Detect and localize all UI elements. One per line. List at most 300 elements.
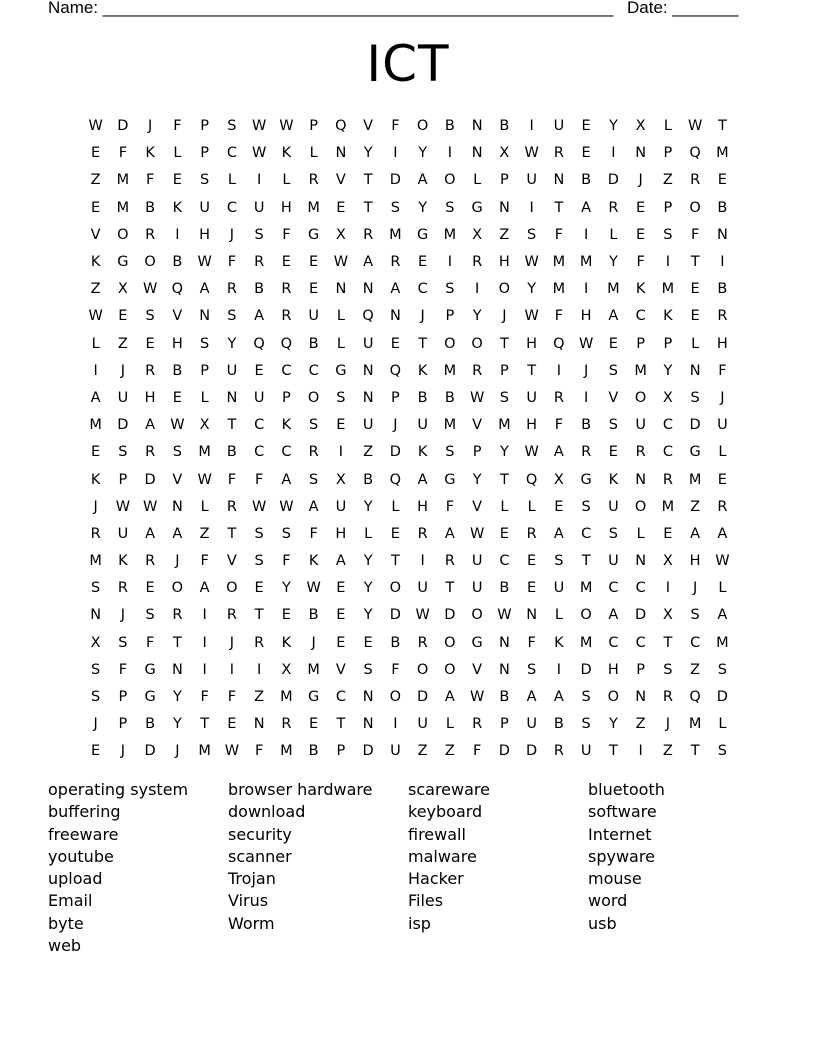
grid-letter: I: [720, 254, 725, 271]
grid-letter: Z: [199, 525, 210, 542]
grid-letter: S: [227, 308, 237, 325]
grid-letter: M: [198, 444, 211, 461]
grid-letter: A: [581, 199, 592, 216]
grid-letter: H: [526, 335, 538, 352]
grid-letter: M: [498, 417, 511, 434]
grid-letter: S: [608, 525, 618, 542]
grid-letter: L: [718, 716, 727, 733]
grid-letter: F: [200, 689, 209, 706]
grid-letter: C: [335, 689, 346, 706]
word-list-item: scareware: [408, 780, 490, 799]
grid-letter: I: [202, 607, 207, 624]
grid-letter: Q: [253, 335, 265, 352]
grid-row: [82, 738, 736, 765]
grid-letter: M: [661, 498, 675, 515]
grid-letter: N: [171, 661, 183, 678]
grid-letter: E: [690, 281, 700, 298]
grid-letter: D: [635, 607, 647, 624]
grid-letter: W: [306, 580, 321, 597]
grid-letter: S: [717, 661, 727, 678]
grid-letter: W: [251, 118, 267, 135]
grid-letter: I: [393, 716, 398, 733]
word-list-item: web: [48, 936, 82, 956]
grid-letter: X: [335, 471, 346, 488]
grid-letter: O: [498, 281, 511, 298]
grid-letter: W: [279, 118, 294, 135]
grid-row: [82, 657, 736, 684]
grid-letter: W: [333, 254, 349, 271]
grid-letter: X: [553, 471, 564, 488]
grid-letter: R: [145, 553, 156, 570]
grid-row: [82, 140, 736, 167]
grid-row: [82, 385, 736, 412]
word-list-column: [588, 779, 763, 935]
grid-letter: U: [526, 716, 537, 733]
grid-letter: L: [500, 498, 509, 515]
grid-letter: L: [473, 172, 482, 189]
grid-letter: S: [118, 634, 128, 651]
grid-letter: J: [120, 743, 126, 760]
grid-letter: L: [718, 580, 727, 597]
grid-letter: L: [336, 335, 345, 352]
grid-letter: L: [718, 444, 727, 461]
word-list-item: keyboard: [408, 802, 483, 822]
grid-letter: D: [117, 417, 129, 434]
grid-letter: F: [282, 226, 291, 243]
grid-letter: R: [662, 689, 673, 706]
grid-letter: S: [145, 607, 155, 624]
grid-row: [82, 303, 736, 330]
grid-letter: R: [717, 498, 728, 515]
grid-letter: X: [499, 145, 510, 162]
grid-letter: T: [200, 716, 210, 733]
grid-letter: P: [445, 308, 455, 325]
grid-letter: S: [663, 226, 673, 243]
grid-letter: N: [362, 716, 374, 733]
grid-letter: T: [390, 553, 400, 570]
word-list-item: scanner: [228, 846, 292, 866]
grid-letter: Y: [608, 118, 618, 135]
grid-letter: E: [145, 580, 155, 597]
grid-letter: Q: [335, 118, 347, 135]
grid-letter: I: [665, 254, 671, 271]
grid-letter: R: [90, 525, 101, 542]
grid-letter: T: [445, 580, 455, 597]
grid-letter: E: [336, 417, 346, 434]
word-list-item: word: [588, 891, 628, 911]
grid-letter: Y: [418, 199, 428, 216]
grid-letter: C: [281, 362, 292, 379]
grid-letter: M: [634, 362, 647, 379]
grid-letter: G: [471, 199, 483, 216]
grid-letter: F: [227, 689, 237, 706]
grid-letter: A: [90, 389, 101, 406]
grid-letter: L: [309, 145, 318, 162]
grid-letter: S: [200, 172, 210, 189]
grid-letter: S: [254, 226, 264, 243]
grid-letter: Z: [499, 226, 510, 243]
grid-row: [82, 466, 736, 493]
grid-letter: L: [91, 335, 100, 352]
grid-letter: I: [338, 444, 344, 461]
grid-letter: I: [529, 118, 534, 135]
grid-letter: I: [583, 389, 589, 406]
grid-letter: H: [171, 335, 183, 352]
grid-letter: O: [389, 580, 402, 597]
grid-letter: C: [226, 145, 237, 162]
grid-letter: C: [635, 308, 646, 325]
grid-letter: N: [226, 389, 238, 406]
grid-letter: B: [581, 417, 592, 434]
grid-letter: H: [417, 498, 429, 515]
grid-letter: C: [581, 525, 592, 542]
grid-letter: S: [91, 580, 101, 597]
word-list-item: usb: [588, 913, 617, 933]
grid-letter: K: [554, 634, 564, 651]
grid-letter: M: [688, 716, 702, 733]
grid-letter: N: [362, 389, 374, 406]
grid-letter: D: [689, 417, 701, 434]
word-list-item: Trojan: [228, 869, 276, 889]
grid-letter: Z: [90, 172, 101, 189]
grid-letter: D: [389, 607, 401, 624]
grid-letter: L: [364, 525, 373, 542]
grid-letter: E: [254, 362, 264, 379]
grid-letter: E: [309, 254, 319, 271]
grid-letter: L: [527, 498, 536, 515]
grid-letter: R: [717, 308, 728, 325]
grid-letter: R: [390, 254, 401, 271]
grid-letter: T: [499, 471, 509, 488]
grid-letter: J: [120, 362, 126, 379]
grid-letter: T: [581, 553, 591, 570]
grid-letter: U: [635, 417, 646, 434]
grid-letter: O: [389, 689, 402, 706]
grid-letter: D: [580, 661, 592, 678]
grid-letter: P: [663, 145, 673, 162]
grid-letter: X: [335, 226, 346, 243]
grid-letter: U: [553, 118, 565, 135]
grid-letter: P: [118, 716, 128, 733]
grid-letter: N: [498, 661, 510, 678]
grid-letter: X: [472, 226, 483, 243]
grid-row: [82, 276, 736, 303]
grid-letter: A: [172, 525, 183, 542]
grid-letter: F: [554, 226, 564, 243]
grid-letter: D: [117, 118, 129, 135]
grid-letter: Y: [172, 716, 182, 733]
grid-letter: W: [251, 145, 267, 162]
grid-letter: E: [336, 580, 346, 597]
grid-letter: G: [117, 254, 129, 271]
grid-letter: O: [634, 389, 647, 406]
grid-letter: B: [717, 281, 728, 298]
grid-letter: A: [526, 689, 537, 706]
word-list-item: youtube: [48, 846, 114, 866]
grid-letter: W: [142, 498, 158, 515]
grid-letter: D: [498, 743, 510, 760]
grid-letter: A: [199, 281, 210, 298]
grid-letter: I: [175, 226, 180, 243]
grid-letter: Q: [553, 335, 565, 352]
grid-letter: D: [389, 444, 401, 461]
grid-letter: K: [90, 254, 101, 271]
grid-letter: E: [390, 335, 400, 352]
grid-letter: O: [416, 118, 429, 135]
grid-letter: E: [281, 607, 291, 624]
grid-letter: R: [581, 444, 592, 461]
grid-letter: E: [309, 716, 319, 733]
grid-letter: L: [663, 118, 672, 135]
grid-letter: A: [308, 498, 319, 515]
grid-letter: C: [281, 444, 292, 461]
grid-letter: R: [281, 308, 292, 325]
grid-letter: N: [471, 118, 483, 135]
grid-letter: A: [690, 525, 701, 542]
grid-letter: H: [526, 417, 538, 434]
grid-letter: A: [553, 444, 564, 461]
grid-letter: S: [172, 444, 182, 461]
grid-letter: S: [445, 199, 455, 216]
grid-letter: I: [93, 362, 98, 379]
grid-letter: G: [308, 226, 320, 243]
grid-letter: D: [144, 471, 156, 488]
grid-letter: Z: [444, 743, 455, 760]
grid-letter: R: [472, 362, 483, 379]
grid-letter: E: [118, 308, 128, 325]
grid-letter: E: [91, 199, 101, 216]
grid-letter: B: [226, 444, 237, 461]
grid-letter: U: [580, 743, 592, 760]
grid-letter: I: [202, 661, 207, 678]
grid-letter: M: [443, 417, 457, 434]
grid-letter: R: [472, 254, 483, 271]
grid-letter: G: [417, 226, 429, 243]
grid-letter: A: [717, 607, 728, 624]
grid-letter: M: [688, 471, 702, 488]
grid-letter: S: [608, 362, 618, 379]
grid-letter: V: [226, 553, 237, 570]
grid-letter: L: [200, 389, 209, 406]
grid-letter: E: [309, 281, 319, 298]
grid-letter: U: [253, 389, 265, 406]
grid-letter: W: [224, 743, 240, 760]
grid-letter: E: [581, 118, 591, 135]
grid-letter: B: [717, 199, 728, 216]
grid-letter: D: [417, 689, 429, 706]
grid-letter: R: [145, 362, 156, 379]
grid-letter: J: [229, 634, 235, 651]
grid-letter: S: [390, 199, 400, 216]
grid-letter: H: [689, 553, 701, 570]
grid-letter: P: [309, 118, 318, 135]
grid-letter: F: [690, 226, 700, 243]
grid-letter: Z: [662, 172, 673, 189]
grid-letter: Y: [281, 580, 291, 597]
grid-letter: U: [553, 580, 565, 597]
grid-letter: W: [469, 689, 485, 706]
grid-letter: E: [254, 580, 264, 597]
grid-letter: M: [116, 199, 130, 216]
grid-row: [82, 602, 736, 629]
name-field-label: Name: ______________________________________________________: [48, 0, 614, 17]
header: [48, 0, 748, 18]
grid-letter: Z: [363, 444, 374, 461]
grid-letter: E: [608, 335, 618, 352]
grid-letter: N: [553, 172, 565, 189]
word-list-item: mouse: [588, 869, 642, 889]
grid-letter: W: [578, 335, 594, 352]
grid-letter: W: [524, 308, 539, 325]
grid-letter: Q: [525, 471, 538, 488]
grid-letter: X: [662, 389, 673, 406]
grid-letter: B: [581, 172, 592, 189]
grid-letter: G: [580, 471, 592, 488]
grid-letter: R: [281, 716, 292, 733]
word-list-item: freeware: [48, 824, 119, 844]
grid-letter: C: [662, 444, 673, 461]
grid-letter: B: [390, 634, 401, 651]
grid-letter: T: [608, 743, 618, 760]
grid-letter: Y: [418, 145, 428, 162]
grid-letter: F: [200, 553, 209, 570]
grid-letter: Y: [663, 362, 673, 379]
grid-letter: E: [608, 444, 618, 461]
grid-letter: E: [281, 254, 291, 271]
grid-row: [82, 249, 736, 276]
grid-letter: L: [173, 145, 182, 162]
grid-letter: F: [227, 254, 237, 271]
grid-letter: M: [607, 281, 620, 298]
grid-letter: H: [498, 254, 510, 271]
grid-letter: R: [363, 226, 374, 243]
grid-letter: M: [307, 661, 320, 678]
grid-letter: L: [336, 308, 345, 325]
grid-letter: D: [389, 172, 401, 189]
grid-letter: W: [279, 498, 294, 515]
grid-letter: A: [608, 607, 619, 624]
word-list-item: browser hardware: [228, 780, 373, 799]
grid-letter: H: [607, 661, 619, 678]
grid-letter: K: [635, 281, 646, 298]
grid-letter: J: [147, 118, 153, 135]
grid-letter: B: [553, 716, 564, 733]
grid-letter: J: [393, 417, 398, 434]
grid-letter: W: [197, 471, 212, 488]
grid-letter: M: [389, 226, 402, 243]
grid-letter: Z: [662, 743, 673, 760]
grid-letter: K: [281, 417, 292, 434]
grid-letter: X: [90, 634, 101, 651]
grid-letter: T: [172, 634, 182, 651]
grid-letter: T: [418, 335, 428, 352]
grid-letter: H: [280, 199, 292, 216]
grid-letter: V: [472, 661, 483, 678]
grid-letter: R: [608, 199, 619, 216]
grid-letter: F: [527, 634, 536, 651]
grid-letter: L: [391, 498, 400, 515]
grid-letter: K: [118, 553, 128, 570]
grid-letter: L: [691, 335, 700, 352]
grid-letter: O: [471, 335, 483, 352]
grid-letter: O: [444, 634, 456, 651]
grid-letter: A: [444, 525, 455, 542]
grid-letter: O: [117, 226, 129, 243]
grid-letter: C: [608, 580, 619, 597]
grid-letter: P: [663, 199, 673, 216]
word-list-item: Worm: [228, 913, 275, 933]
grid-letter: T: [336, 716, 346, 733]
grid-letter: U: [335, 498, 347, 515]
grid-letter: U: [117, 389, 129, 406]
grid-letter: K: [90, 471, 101, 488]
grid-letter: B: [145, 716, 156, 733]
grid-letter: J: [175, 553, 180, 570]
grid-letter: A: [335, 553, 346, 570]
grid-letter: F: [445, 498, 455, 515]
grid-letter: N: [635, 689, 647, 706]
grid-row: [82, 684, 736, 711]
grid-letter: S: [581, 716, 591, 733]
grid-letter: R: [172, 607, 183, 624]
grid-letter: Q: [389, 362, 402, 379]
grid-letter: P: [500, 172, 509, 189]
grid-letter: I: [393, 145, 398, 162]
grid-letter: Y: [172, 689, 182, 706]
grid-letter: U: [417, 716, 428, 733]
grid-letter: O: [607, 689, 620, 706]
grid-letter: F: [718, 362, 727, 379]
grid-letter: O: [416, 661, 429, 678]
grid-letter: R: [254, 254, 265, 271]
grid-letter: M: [89, 417, 102, 434]
grid-letter: R: [226, 498, 237, 515]
grid-letter: U: [117, 525, 129, 542]
grid-letter: N: [199, 308, 211, 325]
grid-letter: P: [200, 118, 209, 135]
grid-letter: O: [471, 607, 483, 624]
grid-letter: B: [308, 743, 319, 760]
grid-letter: M: [280, 743, 293, 760]
grid-letter: T: [227, 417, 237, 434]
grid-letter: Y: [608, 716, 618, 733]
grid-letter: W: [251, 498, 267, 515]
grid-letter: G: [471, 634, 483, 651]
grid-letter: S: [499, 389, 509, 406]
grid-letter: K: [281, 145, 292, 162]
grid-letter: Q: [689, 689, 701, 706]
grid-letter: T: [254, 607, 264, 624]
grid-letter: N: [362, 362, 374, 379]
grid-letter: E: [418, 254, 428, 271]
grid-letter: M: [579, 254, 593, 271]
grid-letter: V: [472, 498, 483, 515]
grid-letter: J: [583, 362, 589, 379]
grid-letter: W: [115, 498, 131, 515]
word-list-item: malware: [408, 846, 477, 866]
grid-letter: B: [499, 118, 510, 135]
grid-letter: M: [280, 689, 293, 706]
grid-letter: L: [282, 172, 291, 189]
grid-letter: R: [281, 281, 292, 298]
grid-letter: A: [417, 471, 428, 488]
grid-letter: M: [307, 199, 320, 216]
grid-letter: A: [145, 417, 156, 434]
grid-letter: J: [665, 716, 671, 733]
grid-letter: F: [636, 254, 645, 271]
grid-letter: I: [256, 172, 262, 189]
grid-letter: F: [472, 743, 482, 760]
